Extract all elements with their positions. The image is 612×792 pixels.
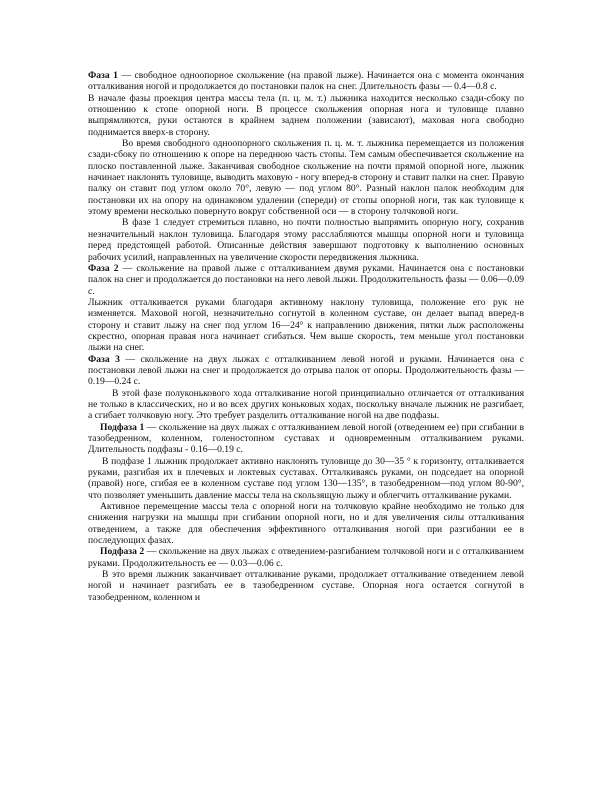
phase-3-text: — скольжение на двух лыжах с отталкиванием левой ногой и руками. Начинается она с постановки левой лыжи на снег и продолжается до отрыва палок от опоры. Продолжительность фазы — 0.19—0.24 с. [88,353,524,388]
paragraph-4: В фазе 1 следует стремиться плавно, но почти полностью выпрямить опорную ногу, сохранив незначительный наклон туловища. Благодаря этому расслабляются мышцы опорной ноги и туловища перед предстоящей работой. Описанные действия завершают подготовку к выполнению основных рабочих усилий, направленных на увеличение скорости передвижения лыжника. [88,217,524,263]
subphase-1-text: — скольжение на двух лыжах с отталкиванием левой ногой (отведением ее) при сгибании в тазобедренном, коленном, голеностопном суставах и одновременным отталкиванием руками. Длительность подфазы - 0.16—0.19 с. [88,421,524,456]
paragraph-3: Во время свободного одноопорного скольжения п. ц. м. т. лыжника перемещается из положения сзади-сбоку по отношению к опоре на переднюю часть стопы. Тем самым обеспечивается скольжение на плоско поставленной лыже. Заканчивая свободное скольжение на почти прямой опорной ноге, лыжник начинает наклонять туловище, выводить маховую - ногу вперед-в сторону и ставит палки на снег. Правую палку он ставит под углом около 70°, левую — под углом 80°. Разный наклон палок необходим для постановки их на опору на одинаковом удалении (спереди) от стопы опорной ноги, так как туловище к этому времени несколько повернуто вокруг собственной оси — в сторону толчковой ноги. [88,138,524,218]
phase-3-heading: Фаза 3 [88,353,120,365]
paragraph-10: В подфазе 1 лыжник продолжает активно наклонять туловище до 30—35 ° к горизонту, отталкивается руками, разгибая их в плечевых и локтевых суставах. Отталкиваясь руками, он подседает на опорной (правой) ноге, сгибая ее в коленном суставе под углом 130—135°, в тазобедренном—под углом 80-90°, что позволяет уменьшить давление массы тела на скользящую лыжу и облегчить отталкивание руками. [88,455,524,501]
phase-1-heading: Фаза 1 [88,70,118,81]
phase-2-heading: Фаза 2 [88,262,119,274]
paragraph-phase-1 [88,70,524,93]
paragraph-11: Активное перемещение массы тела с опорной ноги на толчковую крайне необходимо не только для снижения нагрузки на мышцы при сгибании опорной ноги, но и для увеличения силы отталкивания отведением, а также для обеспечения эффективного отталкивания ногой при разгибании ее в последующих фазах. [88,501,524,547]
paragraph-13: В это время лыжник заканчивает отталкивание руками, продолжает отталкивание отведением левой ногой и начинает разгибать ее в тазобедренном суставе. Опорная нога остается согнутой в тазобедренном, коленном и [88,569,524,603]
paragraph-8: В этой фазе полуконькового хода отталкивание ногой принципиально отличается от отталкивания не только в классических, но и во всех других коньковых ходах, поскольку вначале лыжник не разгибает, а сгибает толчковую ногу. Это требует разделить отталкивание ногой на две подфазы. [88,387,524,422]
paragraph-subphase-1 [88,422,524,456]
document-page [88,70,524,603]
subphase-1-heading: Подфаза 1 [100,421,145,433]
subphase-2-heading: Подфаза 2 [100,546,145,558]
paragraph-subphase-2 [88,546,524,569]
paragraph-2: В начале фазы проекция центра массы тела (п. ц. м. т.) лыжника находится несколько сзади-сбоку по отношению к стопе опорной ноги. В процессе скольжения опорная нога и туловище плавно выпрямляются, руки остаются в крайнем заднем положении (зависают), маховая нога свободно поднимается вверх-в сторону. [88,92,524,138]
phase-2-text: — скольжение на правой лыже с отталкиванием двумя руками. Начинается она с постановки палок на снег и продолжается до постановки на него левой лыжи. Продолжительность фазы — 0.06—0.09 с. [88,262,524,297]
paragraph-6: Лыжник отталкивается руками благодаря активному наклону туловища, положение его рук не изменяется. Маховой ногой, незначительно согнутой в коленном суставе, он делает выпад вперед-в сторону и ставит лыжу на снег под углом 16—24° к направлению движения, пятки лыж расположены скрестно, опорная правая нога начинает сгибаться. Чем выше скорость, тем меньше угол постановки лыжи на снег. [88,296,524,354]
subphase-2-text: — скольжение на двух лыжах с отведением-разгибанием толчковой ноги и с отталкиванием руками. Продолжительность ее — 0.03—0.06 с. [88,546,524,569]
phase-1-text: — свободное одноопорное скольжение (на правой лыже). Начинается она с момента окончания отталкивания ногой и продолжается до постановки палок на снег. Длительность фазы — 0.4—0.8 с. [88,70,524,93]
paragraph-phase-2 [88,263,524,297]
paragraph-phase-3 [88,354,524,388]
